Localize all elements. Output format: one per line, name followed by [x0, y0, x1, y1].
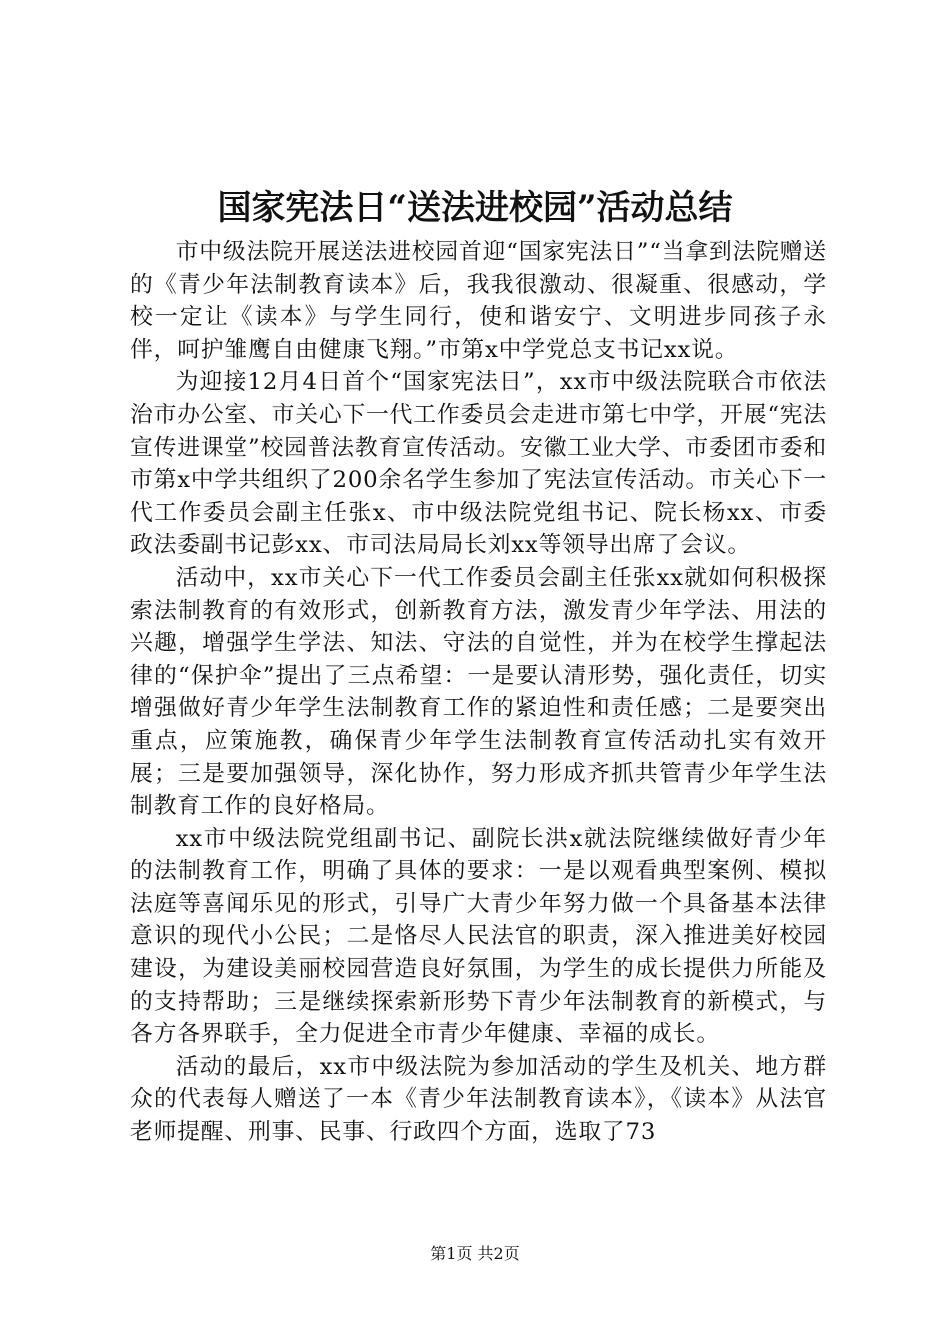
document-body: [130, 236, 827, 1149]
paragraph: 活动的最后，xx市中级法院为参加活动的学生及机关、地方群众的代表每人赠送了一本《青少年法制教育读本》，《读本》从法官老师提醒、刑事、民事、行政四个方面，选取了73: [130, 1053, 827, 1146]
paragraph: xx市中级法院党组副书记、副院长洪x就法院继续做好青少年的法制教育工作，明确了具体的要求：一是以观看典型案例、模拟法庭等喜闻乐见的形式，引导广大青少年努力做一个具备基本法律意识的现代小公民；二是恪尽人民法官的职责，深入推进美好校园建设，为建设美丽校园营造良好氛围，为学生的成长提供力所能及的支持帮助；三是继续探索新形势下青少年法制教育的新模式，与各方各界联手，全力促进全市青少年健康、幸福的成长。: [130, 825, 827, 1048]
document-title: 国家宪法日“送法进校园”活动总结: [217, 188, 733, 228]
paragraph: 活动中，xx市关心下一代工作委员会副主任张xx就如何积极探索法制教育的有效形式，创新教育方法，激发青少年学法、用法的兴趣，增强学生学法、知法、守法的自觉性，并为在校学生撑起法律的“保护伞”提出了三点希望：一是要认清形势，强化责任，切实增强做好青少年学生法制教育工作的紧迫性和责任感；二是要突出重点，应策施教，确保青少年学生法制教育宣传活动扎实有效开展；三是要加强领导，深化协作，努力形成齐抓共管青少年学生法制教育工作的良好格局。: [130, 564, 827, 820]
paragraph: 市中级法院开展送法进校园首迎“国家宪法日”“当拿到法院赠送的《青少年法制教育读本》后，我我很激动、很凝重、很感动，学校一定让《读本》与学生同行，使和谐安宁、文明进步同孩子永伴，呵护雏鹰自由健康飞翔。”市第x中学党总支书记xx说。: [130, 239, 827, 363]
page-number-footer: 第1页 共2页: [430, 1244, 520, 1263]
paragraph: 为迎接12月4日首个“国家宪法日”，xx市中级法院联合市依法治市办公室、市关心下一代工作委员会走进市第七中学，开展“宪法宣传进课堂”校园普法教育宣传活动。安徽工业大学、市委团市委和市第x中学共组织了200余名学生参加了宪法宣传活动。市关心下一代工作委员会副主任张x、市中级法院党组书记、院长杨xx、市委政法委副书记彭xx、市司法局局长刘xx等领导出席了会议。: [130, 369, 827, 559]
